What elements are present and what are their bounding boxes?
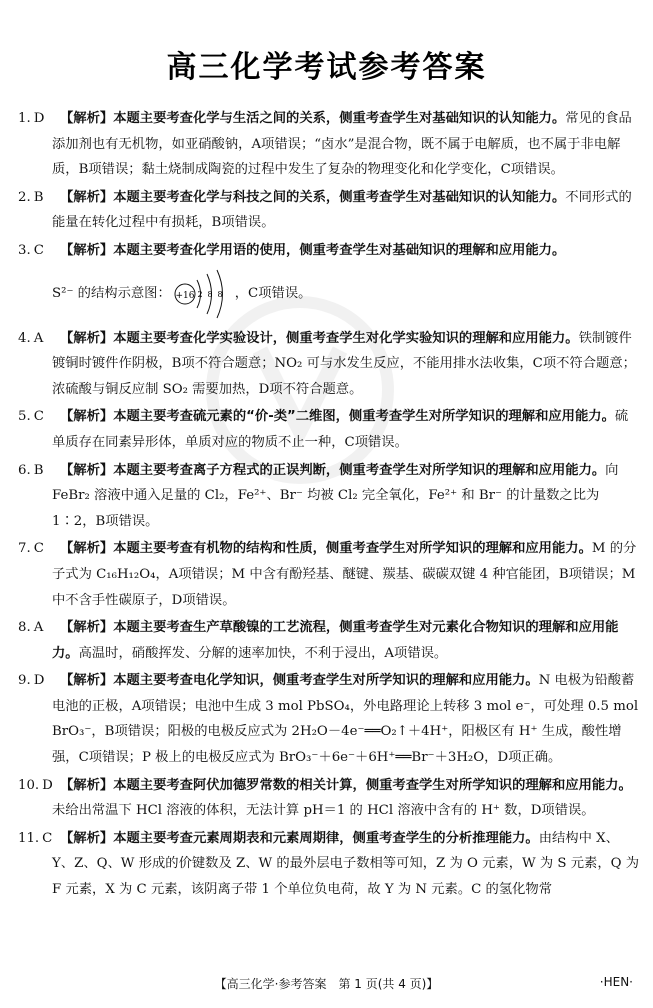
analysis-tag: 【解析】 [60, 189, 114, 205]
analysis-body: 常见的食品添加剂也有无机物，如亚硝酸钠，A项错误；“卤水”是混合物，既不属于电解质，也不属于非电解质，B项错误；黏土烧制成陶瓷的过程中发生了复杂的物理变化和化学变化，C项错误。 [52, 111, 632, 178]
analysis-tag: 【解析】 [60, 330, 114, 346]
analysis-body: 由结构中 X、Y、Z、Q、W 形成的价键数及 Z、W 的最外层电子数相等可知，Z 为 O 元素，W 为 S 元素，Q 为 F 元素，X 为 C 元素，该阴离子带 1 个单位负电荷，故 Y 为 N 元素。C 的氢化物常 [52, 830, 640, 898]
question-8 [18, 615, 640, 666]
analysis-body: 硫单质存在同素异形体，单质对应的物质不止一种，C项错误。 [52, 409, 629, 450]
question-2 [18, 185, 640, 236]
analysis-intro: 本题主要考查化学实验设计，侧重考查学生对化学实验知识的理解和应用能力。 [113, 330, 579, 346]
answer-letter: A [33, 330, 44, 346]
answer-letter: A [33, 620, 44, 636]
shell-1-electrons: 2 [197, 289, 203, 299]
diagram-caption: S²⁻ 的结构示意图： [52, 285, 171, 301]
analysis-body: N 电极为铅酸蓄电池的正极，A项错误；电池中生成 3 mol PbSO₄，外电路理论上转移 3 mol e⁻，可处理 0.5 mol BrO₃⁻，B项错误；阳极的电极反应式为 2H₂O－4e⁻══O₂↑＋4H⁺，阳极区有 H⁺ 生成，酸性增强，C项错误；P 极上的电极反应式为 BrO₃⁻＋6e⁻＋6H⁺══Br⁻＋3H₂O，D项正确。 [52, 673, 639, 766]
answer-letter: C [33, 242, 44, 258]
question-10 [18, 773, 640, 824]
shell-3-electrons: 8 [217, 289, 223, 299]
question-number: 8. [18, 620, 31, 636]
question-7 [18, 536, 640, 613]
question-number: 10. [18, 777, 40, 793]
sulfide-ion-structure-diagram [173, 268, 233, 320]
answer-letter: D [42, 777, 53, 793]
shell-2-electrons: 8 [207, 289, 213, 299]
question-9 [18, 668, 640, 770]
structure-diagram-row [52, 264, 640, 324]
question-5 [18, 404, 640, 455]
answer-letter: C [42, 830, 53, 846]
answer-letter: C [33, 541, 44, 557]
answer-letter: C [33, 409, 44, 425]
analysis-tag: 【解析】 [60, 673, 114, 689]
question-number: 11. [18, 830, 40, 846]
question-number: 5. [18, 409, 31, 425]
analysis-intro: 本题主要考查化学用语的使用，侧重考查学生对基础知识的理解和应用能力。 [113, 242, 566, 258]
question-1 [18, 106, 640, 183]
answer-letter: B [33, 189, 44, 205]
answer-letter: D [33, 673, 45, 689]
question-number: 4. [18, 330, 31, 346]
analysis-body: 向 FeBr₂ 溶液中通入足量的 Cl₂，Fe²⁺、Br⁻ 均被 Cl₂ 完全氧化，Fe²⁺ 和 Br⁻ 的计量数之比为 1∶2，B项错误。 [52, 462, 619, 529]
footer-code: ·HEN· [599, 975, 633, 989]
analysis-tag: 【解析】 [60, 462, 114, 478]
analysis-tag: 【解析】 [60, 620, 114, 636]
analysis-intro: 本题主要考查生产草酸镍的工艺流程，侧重考查学生对元素化合物知识的理解和应用能力。 [52, 620, 619, 661]
question-6 [18, 458, 640, 535]
page-footer: 【高三化学·参考答案 第 1 页(共 4 页)】 [214, 977, 439, 991]
analysis-intro: 本题主要考查硫元素的“价-类”二维图，侧重考查学生对所学知识的理解和应用能力。 [113, 409, 615, 425]
question-number: 2. [18, 189, 31, 205]
analysis-body: 不同形式的能量在转化过程中有损耗，B项错误。 [52, 189, 632, 231]
question-number: 9. [18, 673, 31, 689]
question-4 [18, 326, 640, 403]
analysis-intro: 本题主要考查元素周期表和元素周期律，侧重考查学生的分析推理能力。 [113, 830, 539, 846]
analysis-body: 铁制镀件镀铜时镀件作阴极，B项不符合题意；NO₂ 可与水发生反应，不能用排水法收集，C项不符合题意；浓硫酸与铜反应制 SO₂ 需要加热，D项不符合题意。 [52, 330, 636, 397]
analysis-intro: 本题主要考查电化学知识，侧重考查学生对所学知识的理解和应用能力。 [113, 673, 539, 689]
question-number: 7. [18, 541, 31, 557]
answer-letter: D [33, 111, 45, 126]
analysis-tag: 【解析】 [60, 409, 114, 425]
question-number: 6. [18, 462, 31, 478]
analysis-intro: 本题主要考查有机物的结构和性质，侧重考查学生对所学知识的理解和应用能力。 [113, 541, 592, 557]
analysis-intro: 本题主要考查阿伏加德罗常数的相关计算，侧重考查学生对所学知识的理解和应用能力。 [113, 777, 632, 793]
nucleus-charge: +16 [175, 290, 195, 301]
page-title: 高三化学考试参考答案 [166, 50, 487, 85]
question-number: 3. [18, 242, 31, 258]
analysis-tag: 【解析】 [60, 830, 114, 846]
question-number: 1. [18, 111, 31, 126]
analysis-tag: 【解析】 [60, 777, 114, 793]
question-11 [18, 826, 640, 903]
analysis-intro: 本题主要考查化学与科技之间的关系，侧重考查学生对基础知识的认知能力。 [113, 189, 566, 205]
diagram-conclusion: ，C项错误。 [234, 285, 312, 301]
analysis-body: 高温时，硝酸挥发、分解的速率加快，不利于浸出，A项错误。 [78, 645, 448, 661]
analysis-tag: 【解析】 [60, 541, 114, 557]
answer-list [18, 106, 640, 905]
analysis-body: 未给出常温下 HCl 溶液的体积，无法计算 pH＝1 的 HCl 溶液中含有的 H⁺ 数，D项错误。 [52, 803, 595, 819]
analysis-tag: 【解析】 [60, 111, 114, 126]
analysis-body: M 的分子式为 C₁₆H₁₂O₄，A项错误；M 中含有酚羟基、醚键、羰基、碳碳双键 4 种官能团，B项错误；M 中不含手性碳原子，D项错误。 [52, 541, 637, 608]
analysis-intro: 本题主要考查离子方程式的正误判断，侧重考查学生对所学知识的理解和应用能力。 [113, 462, 606, 478]
analysis-intro: 本题主要考查化学与生活之间的关系，侧重考查学生对基础知识的认知能力。 [113, 111, 566, 126]
answer-letter: B [33, 462, 44, 478]
question-3 [18, 238, 640, 324]
analysis-tag: 【解析】 [60, 242, 114, 258]
